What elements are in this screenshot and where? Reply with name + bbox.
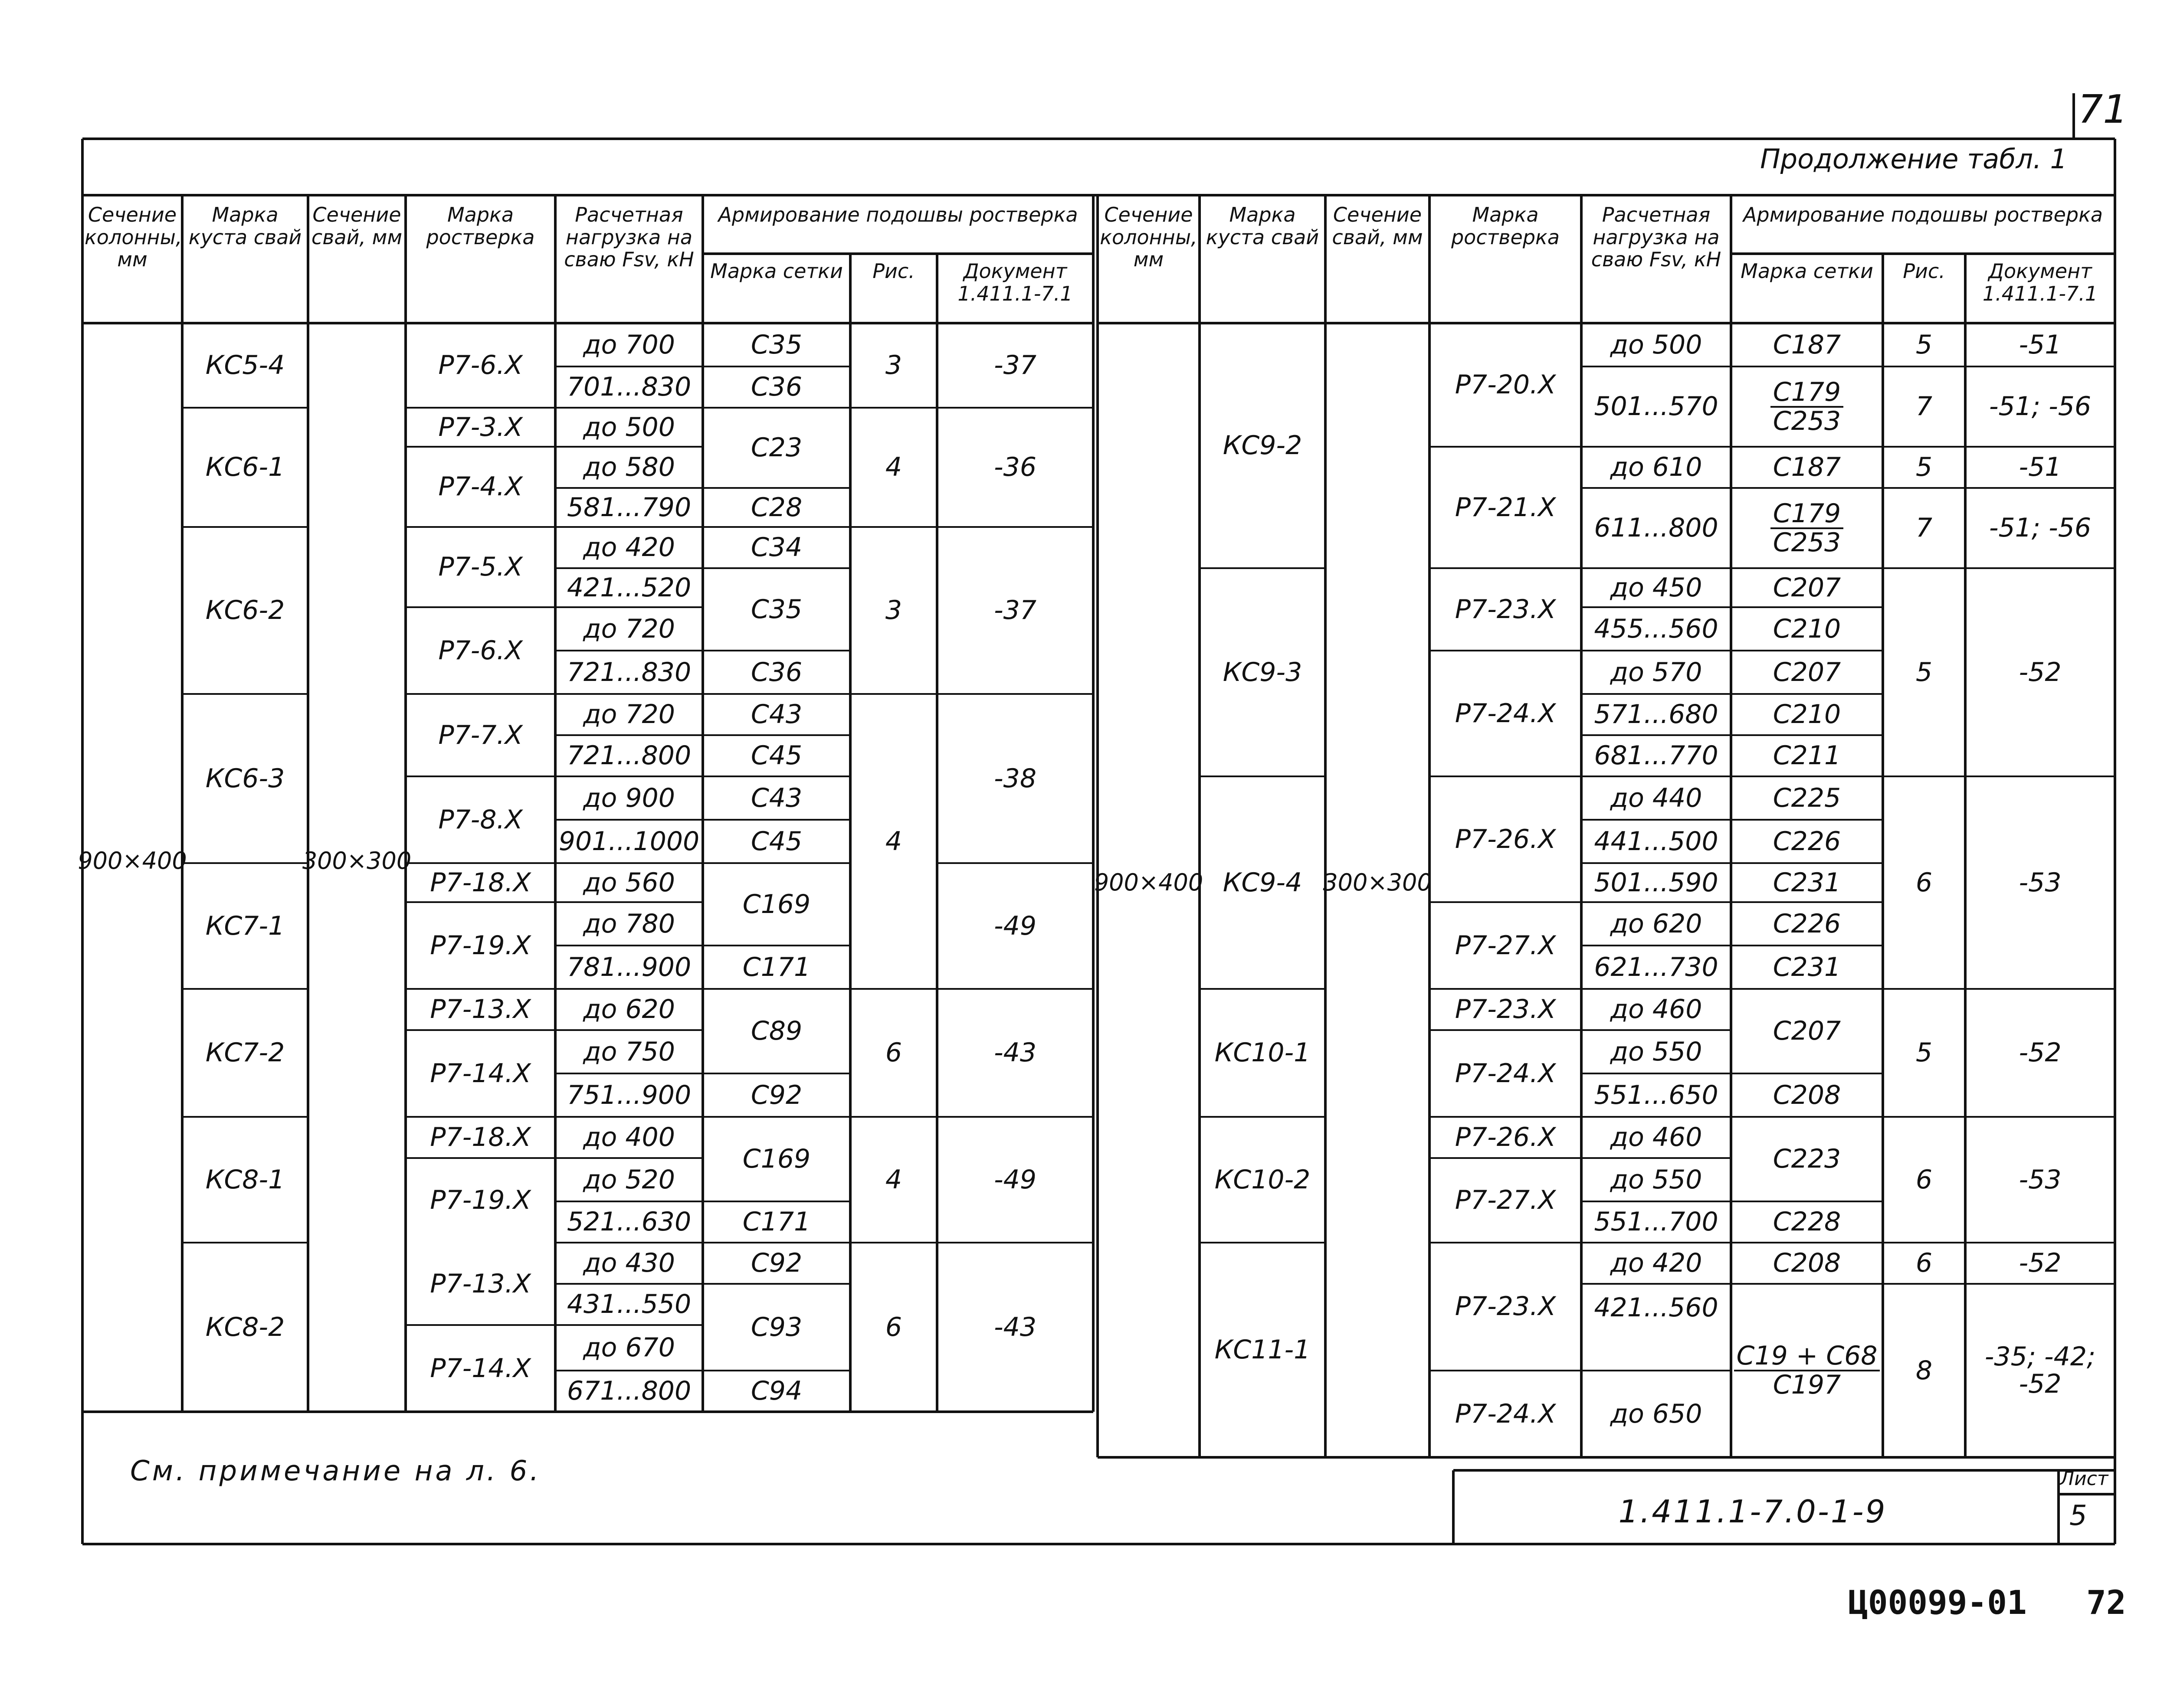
header-load: Расчетная нагрузка на сваю Fsv, кН xyxy=(1591,203,1721,272)
load-value: до 420 xyxy=(583,532,675,563)
load-value: до 610 xyxy=(1610,452,1702,482)
header-figure: Рис. xyxy=(1903,259,1945,283)
document-ref: -49 xyxy=(994,1164,1036,1195)
mesh-mark: С35 xyxy=(751,329,803,360)
mesh-mark: С43 xyxy=(751,699,803,730)
header-grillage-mark: Марка ростверка xyxy=(1451,203,1560,249)
load-value: до 450 xyxy=(1610,572,1702,603)
load-value: 781...900 xyxy=(567,952,692,982)
load-value: до 520 xyxy=(583,1164,675,1195)
load-value: до 780 xyxy=(583,908,675,939)
document-ref: -49 xyxy=(994,910,1036,941)
load-value: 751...900 xyxy=(567,1080,692,1110)
grillage-mark: Р7-3.Х xyxy=(438,412,523,442)
bush-mark: КС9-4 xyxy=(1223,867,1302,898)
mesh-mark: С36 xyxy=(751,657,803,687)
grillage-mark: Р7-23.Х xyxy=(1455,994,1556,1024)
bush-mark: КС8-2 xyxy=(205,1312,285,1342)
load-value: 681...770 xyxy=(1594,740,1718,771)
load-value: 521...630 xyxy=(567,1207,692,1237)
document-ref: -38 xyxy=(994,763,1036,794)
bush-mark: КС5-4 xyxy=(205,350,285,380)
mesh-mark: С179 xyxy=(1770,379,1843,408)
load-value: 571...680 xyxy=(1594,699,1718,730)
document-ref: -53 xyxy=(2019,867,2062,898)
load-value: 421...560 xyxy=(1594,1292,1718,1323)
grillage-mark: Р7-18.Х xyxy=(430,1122,531,1152)
header-bush-mark: Марка куста свай xyxy=(188,203,302,249)
load-value: 671...800 xyxy=(567,1376,692,1406)
document-ref: -37 xyxy=(994,350,1036,380)
mesh-mark: С197 xyxy=(1773,1370,1841,1400)
grillage-mark: Р7-6.Х xyxy=(438,350,523,380)
mesh-mark: С169 xyxy=(742,1144,811,1174)
bush-mark: КС11-1 xyxy=(1214,1335,1311,1365)
load-value: до 500 xyxy=(583,412,675,442)
load-value: 455...560 xyxy=(1594,613,1718,644)
figure-number: 4 xyxy=(885,826,902,857)
document-ref: -51 xyxy=(2019,329,2062,360)
bush-mark: КС6-2 xyxy=(205,595,285,625)
mesh-mark: С225 xyxy=(1773,782,1841,813)
figure-number: 5 xyxy=(1915,1037,1933,1068)
load-value: 701...830 xyxy=(567,372,692,402)
mesh-mark: С92 xyxy=(751,1248,803,1278)
mesh-mark: С89 xyxy=(751,1016,803,1046)
mesh-mark: С187 xyxy=(1773,452,1841,482)
archive-code xyxy=(1848,1583,2126,1622)
mesh-mark: С211 xyxy=(1773,740,1841,771)
grillage-mark: Р7-23.Х xyxy=(1455,594,1556,625)
document-ref: -37 xyxy=(994,595,1036,625)
figure-number: 5 xyxy=(1915,329,1933,360)
grillage-mark: Р7-13.Х xyxy=(430,994,531,1024)
load-value: 581...790 xyxy=(567,492,692,523)
bush-mark: КС10-2 xyxy=(1214,1164,1311,1195)
figure-number: 6 xyxy=(1915,1164,1933,1195)
mesh-mark: С231 xyxy=(1773,952,1841,982)
load-value: 441...500 xyxy=(1594,826,1718,857)
bush-mark: КС6-3 xyxy=(205,763,285,794)
mesh-mark: С28 xyxy=(751,492,803,523)
load-value: 501...570 xyxy=(1594,391,1718,422)
header-bush-mark: Марка куста свай xyxy=(1206,203,1319,249)
bush-mark: КС9-2 xyxy=(1223,430,1302,461)
figure-number: 3 xyxy=(885,350,902,380)
document-ref: -51; -56 xyxy=(1989,513,2092,543)
figure-number: 4 xyxy=(885,452,902,482)
header-reinforcement: Армирование подошвы ростверка xyxy=(1743,203,2103,226)
load-value: до 440 xyxy=(1610,782,1702,813)
mesh-mark: С94 xyxy=(751,1376,803,1406)
mesh-mark: С93 xyxy=(751,1312,803,1342)
document-ref: -51 xyxy=(2019,452,2062,482)
load-value: до 720 xyxy=(583,613,675,644)
load-value: до 620 xyxy=(583,994,675,1024)
bush-mark: КС8-1 xyxy=(205,1164,285,1195)
mesh-mark: С45 xyxy=(751,740,803,771)
document-ref: -52 xyxy=(2019,1037,2062,1068)
grillage-mark: Р7-27.Х xyxy=(1455,930,1556,961)
mesh-mark: С208 xyxy=(1773,1248,1841,1278)
mesh-mark: С92 xyxy=(751,1080,803,1110)
load-value: до 670 xyxy=(583,1332,675,1363)
grillage-mark: Р7-19.Х xyxy=(430,930,531,961)
mesh-mark: С207 xyxy=(1773,657,1841,687)
figure-number: 6 xyxy=(885,1037,902,1068)
load-value: 721...800 xyxy=(567,740,692,771)
page-number: 71 xyxy=(2078,87,2128,132)
document-ref: -43 xyxy=(994,1312,1036,1342)
figure-number: 6 xyxy=(1915,867,1933,898)
archive-page: 72 xyxy=(2086,1583,2126,1622)
mesh-mark: С253 xyxy=(1773,406,1841,436)
mesh-mark: С34 xyxy=(751,532,803,563)
load-value: до 900 xyxy=(583,782,675,813)
load-value: до 720 xyxy=(583,699,675,730)
header-document: Документ 1.411.1-7.1 xyxy=(1982,259,2098,305)
load-value: 611...800 xyxy=(1594,513,1718,543)
load-value: до 400 xyxy=(583,1122,675,1152)
mesh-mark: С36 xyxy=(751,372,803,402)
load-value: до 500 xyxy=(1610,329,1702,360)
document-ref: -36 xyxy=(994,452,1036,482)
mesh-mark-pair xyxy=(1731,1327,1883,1414)
header-col-section: Сечение колонны, мм xyxy=(85,203,182,272)
load-value: до 700 xyxy=(583,329,675,360)
mesh-mark: С210 xyxy=(1773,613,1841,644)
right-col-section: 900×400 xyxy=(1094,868,1203,896)
grillage-mark: Р7-26.Х xyxy=(1455,1122,1556,1152)
mesh-mark: С171 xyxy=(742,1207,811,1237)
mesh-mark: С207 xyxy=(1773,572,1841,603)
header-pile-section: Сечение свай, мм xyxy=(311,203,403,249)
figure-number: 5 xyxy=(1915,657,1933,687)
mesh-mark: С19 + С68 xyxy=(1734,1342,1880,1371)
header-document: Документ 1.411.1-7.1 xyxy=(957,259,1073,305)
mesh-mark: С210 xyxy=(1773,699,1841,730)
mesh-mark: С171 xyxy=(742,952,811,982)
mesh-mark: С231 xyxy=(1773,867,1841,898)
load-value: до 620 xyxy=(1610,908,1702,939)
grillage-mark: Р7-18.Х xyxy=(430,867,531,898)
archive-number: Ц00099-01 xyxy=(1848,1583,2027,1622)
document-ref: -43 xyxy=(994,1037,1036,1068)
load-value: до 460 xyxy=(1610,994,1702,1024)
header-figure: Рис. xyxy=(872,259,915,283)
grillage-mark: Р7-5.Х xyxy=(438,552,523,582)
grillage-mark: Р7-24.Х xyxy=(1455,1398,1556,1429)
header-col-section: Сечение колонны, мм xyxy=(1100,203,1197,272)
bush-mark: КС7-2 xyxy=(205,1037,285,1068)
table-continuation-title: Продолжение табл. 1 xyxy=(1760,143,2067,175)
left-col-section: 900×400 xyxy=(78,847,187,874)
mesh-mark: С45 xyxy=(751,826,803,857)
bush-mark: КС7-1 xyxy=(205,910,285,941)
mesh-mark: С207 xyxy=(1773,1016,1841,1046)
figure-number: 6 xyxy=(1915,1248,1933,1278)
mesh-mark-pair xyxy=(1731,488,1883,568)
grillage-mark: Р7-8.Х xyxy=(438,804,523,835)
header-grillage-mark: Марка ростверка xyxy=(426,203,535,249)
header-mesh-mark: Марка сетки xyxy=(710,259,843,283)
header-pile-section: Сечение свай, мм xyxy=(1332,203,1423,249)
load-value: до 460 xyxy=(1610,1122,1702,1152)
mesh-mark: С23 xyxy=(751,432,803,463)
grillage-mark: Р7-21.Х xyxy=(1455,492,1556,523)
mesh-mark: С226 xyxy=(1773,826,1841,857)
grillage-mark: Р7-14.Х xyxy=(430,1353,531,1384)
grillage-mark: Р7-7.Х xyxy=(438,720,523,750)
document-ref: -35; -42; -52 xyxy=(1984,1342,2096,1399)
load-value: 621...730 xyxy=(1594,952,1718,982)
bush-mark: КС10-1 xyxy=(1214,1037,1311,1068)
load-value: до 560 xyxy=(583,867,675,898)
document-ref: -52 xyxy=(2019,657,2062,687)
document-ref: -53 xyxy=(2019,1164,2062,1195)
bush-mark: КС6-1 xyxy=(205,452,285,482)
load-value: до 650 xyxy=(1610,1398,1702,1429)
sheet-number: 5 xyxy=(2069,1500,2087,1532)
mesh-mark: С208 xyxy=(1773,1080,1841,1110)
grillage-mark: Р7-6.Х xyxy=(438,635,523,666)
document-ref: -52 xyxy=(2019,1248,2062,1278)
figure-number: 3 xyxy=(885,595,902,625)
sheet-label: Лист xyxy=(2060,1468,2108,1490)
mesh-mark: С228 xyxy=(1773,1207,1841,1237)
mesh-mark: С43 xyxy=(751,782,803,813)
header-load: Расчетная нагрузка на сваю Fsv, кН xyxy=(564,203,694,272)
figure-number: 7 xyxy=(1915,391,1933,422)
figure-number: 7 xyxy=(1915,513,1933,543)
load-value: 421...520 xyxy=(567,572,692,603)
load-value: 901...1000 xyxy=(558,826,700,857)
header-mesh-mark: Марка сетки xyxy=(1741,259,1873,283)
figure-number: 6 xyxy=(885,1312,902,1342)
document-ref: -51; -56 xyxy=(1989,391,2092,422)
mesh-mark-pair xyxy=(1731,366,1883,447)
header-reinforcement: Армирование подошвы ростверка xyxy=(718,203,1078,226)
grillage-mark: Р7-14.Х xyxy=(430,1058,531,1089)
grillage-mark: Р7-20.Х xyxy=(1455,370,1556,400)
grillage-mark: Р7-24.Х xyxy=(1455,698,1556,729)
load-value: до 570 xyxy=(1610,657,1702,687)
load-value: 551...700 xyxy=(1594,1207,1718,1237)
mesh-mark: С223 xyxy=(1773,1144,1841,1174)
left-pile-section: 300×300 xyxy=(302,847,412,874)
grillage-mark: Р7-13.Х xyxy=(430,1268,531,1299)
load-value: 431...550 xyxy=(567,1289,692,1319)
load-value: до 580 xyxy=(583,452,675,482)
mesh-mark: С226 xyxy=(1773,908,1841,939)
mesh-mark: С187 xyxy=(1773,329,1841,360)
mesh-mark: С253 xyxy=(1773,527,1841,558)
mesh-mark: С35 xyxy=(751,594,803,625)
bush-mark: КС9-3 xyxy=(1223,657,1302,687)
grillage-mark: Р7-27.Х xyxy=(1455,1185,1556,1215)
grillage-mark: Р7-19.Х xyxy=(430,1185,531,1215)
figure-number: 8 xyxy=(1915,1355,1933,1386)
load-value: 721...830 xyxy=(567,657,692,687)
figure-number: 5 xyxy=(1915,452,1933,482)
load-value: 551...650 xyxy=(1594,1080,1718,1110)
load-value: 501...590 xyxy=(1594,867,1718,898)
mesh-mark: С179 xyxy=(1770,500,1843,529)
load-value: до 550 xyxy=(1610,1164,1702,1195)
grillage-mark: Р7-26.Х xyxy=(1455,824,1556,854)
grillage-mark: Р7-23.Х xyxy=(1455,1291,1556,1322)
grillage-mark: Р7-4.Х xyxy=(438,471,523,502)
right-pile-section: 300×300 xyxy=(1323,868,1432,896)
load-value: до 430 xyxy=(583,1248,675,1278)
load-value: до 420 xyxy=(1610,1248,1702,1278)
figure-number: 4 xyxy=(885,1164,902,1195)
footnote: См. примечание на л. 6. xyxy=(130,1455,541,1487)
load-value: до 750 xyxy=(583,1036,675,1067)
load-value: до 550 xyxy=(1610,1036,1702,1067)
stamp-code: 1.411.1-7.0-1-9 xyxy=(1618,1493,1887,1530)
grillage-mark: Р7-24.Х xyxy=(1455,1058,1556,1089)
mesh-mark: С169 xyxy=(742,889,811,919)
